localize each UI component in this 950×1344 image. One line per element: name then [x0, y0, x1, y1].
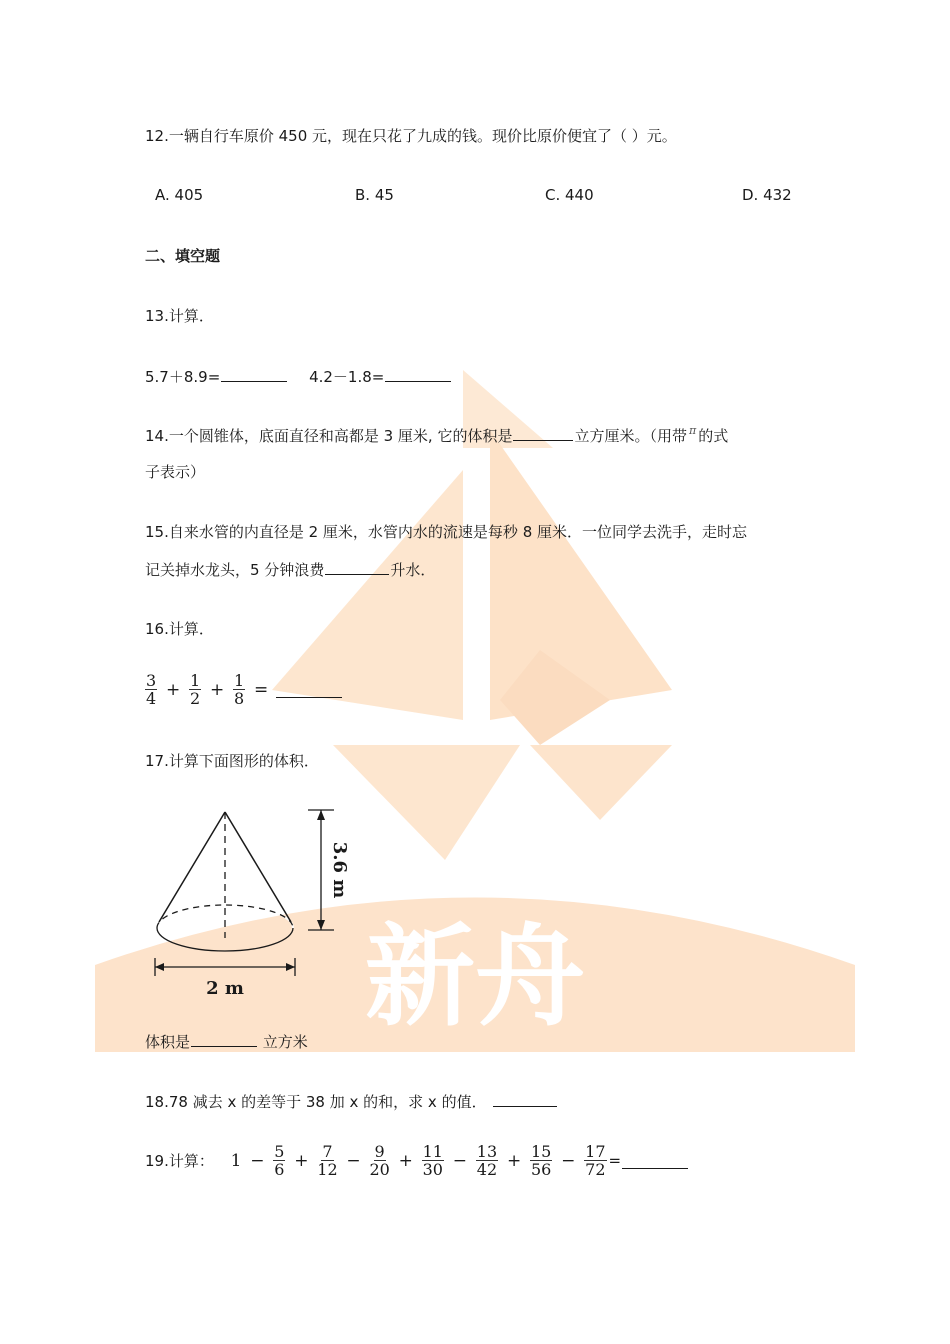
question-15-line2: [145, 558, 435, 580]
question-14-line1: [145, 424, 728, 446]
q13-answer1-blank[interactable]: [221, 365, 287, 382]
q12-option-c[interactable]: C. 440: [545, 186, 594, 204]
pi-symbol-icon: π: [689, 424, 697, 437]
q12-option-b[interactable]: B. 45: [355, 186, 394, 204]
q13-expr1: 5.7＋8.9=: [145, 368, 221, 386]
q17-text-b: 立方米: [258, 1033, 308, 1051]
q14-text-b: 立方厘米。（用带: [574, 427, 687, 445]
q19-fraction-5: $\frac{13}{42}$: [476, 1142, 498, 1179]
diameter-label: 2 m: [206, 978, 244, 999]
q16-answer-blank[interactable]: [276, 681, 342, 698]
q19-fraction-1: $\frac{5}{6}$: [274, 1142, 285, 1179]
q16-plus-1: +: [165, 679, 181, 700]
question-13-exprs: [145, 365, 452, 387]
q16-fraction-2: $\frac{1}{2}$: [190, 671, 201, 708]
question-18: [145, 1090, 558, 1112]
q19-equals: =: [608, 1151, 622, 1170]
q19-prefix: 19.计算：: [145, 1152, 214, 1170]
q19-op-6: +: [506, 1150, 522, 1171]
q19-lead: 1: [230, 1150, 242, 1171]
q19-answer-blank[interactable]: [622, 1152, 688, 1169]
q17-answer-blank[interactable]: [191, 1030, 257, 1047]
q16-equals: =: [253, 679, 269, 700]
height-dimension: [300, 800, 370, 940]
q19-fraction-6: $\frac{15}{56}$: [530, 1142, 552, 1179]
q14-answer-blank[interactable]: [513, 424, 573, 441]
question-17-title: 17.计算下面图形的体积．: [145, 752, 319, 770]
q19-op-2: +: [294, 1150, 309, 1171]
q19-op-7: −: [561, 1150, 576, 1171]
watermark-text: 新舟: [365, 913, 585, 1041]
question-17-answer: [145, 1030, 308, 1052]
q18-text: 18.78 减去 x 的差等于 38 加 x 的和，求 x 的值．: [145, 1093, 487, 1111]
q16-plus-2: +: [209, 679, 225, 700]
question-13-title: 13.计算．: [145, 307, 214, 325]
q13-answer2-blank[interactable]: [385, 365, 451, 382]
height-label: 3.6 m: [329, 841, 350, 899]
question-16-title: 16.计算．: [145, 620, 214, 638]
question-15-line1: 15.自来水管的内直径是 2 厘米，水管内水的流速是每秒 8 厘米．一位同学去洗手，走时忘: [145, 523, 748, 541]
q13-expr2: 4.2－1.8=: [309, 368, 385, 386]
q19-op-4: +: [398, 1150, 413, 1171]
q19-fraction-2: $\frac{7}{12}$: [317, 1142, 338, 1179]
q16-fraction-1: $\frac{3}{4}$: [146, 671, 157, 708]
question-12: 12.一辆自行车原价 450 元，现在只花了九成的钱。现价比原价便宜了（ ）元。: [145, 127, 677, 145]
q17-text-a: 体积是: [145, 1033, 191, 1051]
q12-option-a[interactable]: A. 405: [155, 186, 204, 204]
q15-text-a: 记关掉水龙头，5 分钟浪费: [145, 561, 325, 579]
q14-text-c: 的式: [698, 427, 729, 445]
q16-fraction-3: $\frac{1}{8}$: [234, 671, 245, 708]
question-14-line2: 子表示）: [145, 463, 206, 481]
q19-op-3: −: [346, 1150, 361, 1171]
section-title-fill-blank: 二、填空题: [145, 247, 221, 265]
q19-fraction-4: $\frac{11}{30}$: [422, 1142, 443, 1179]
q14-text-a: 14.一个圆锥体，底面直径和高都是 3 厘米, 它的体积是: [145, 427, 513, 445]
q12-option-d[interactable]: D. 432: [742, 186, 792, 204]
question-19: [145, 1143, 689, 1178]
q18-answer-blank[interactable]: [493, 1090, 557, 1107]
q15-text-b: 升水．: [390, 561, 436, 579]
q19-fraction-7: $\frac{17}{72}$: [585, 1142, 606, 1179]
q19-op-1: −: [250, 1150, 265, 1171]
q19-op-5: −: [452, 1150, 468, 1171]
watermark-sail-right: [490, 430, 672, 720]
q15-answer-blank[interactable]: [325, 558, 389, 575]
watermark-hull-right: [530, 745, 672, 820]
question-16-expression: [143, 672, 343, 707]
q19-fraction-3: $\frac{9}{20}$: [369, 1142, 390, 1179]
